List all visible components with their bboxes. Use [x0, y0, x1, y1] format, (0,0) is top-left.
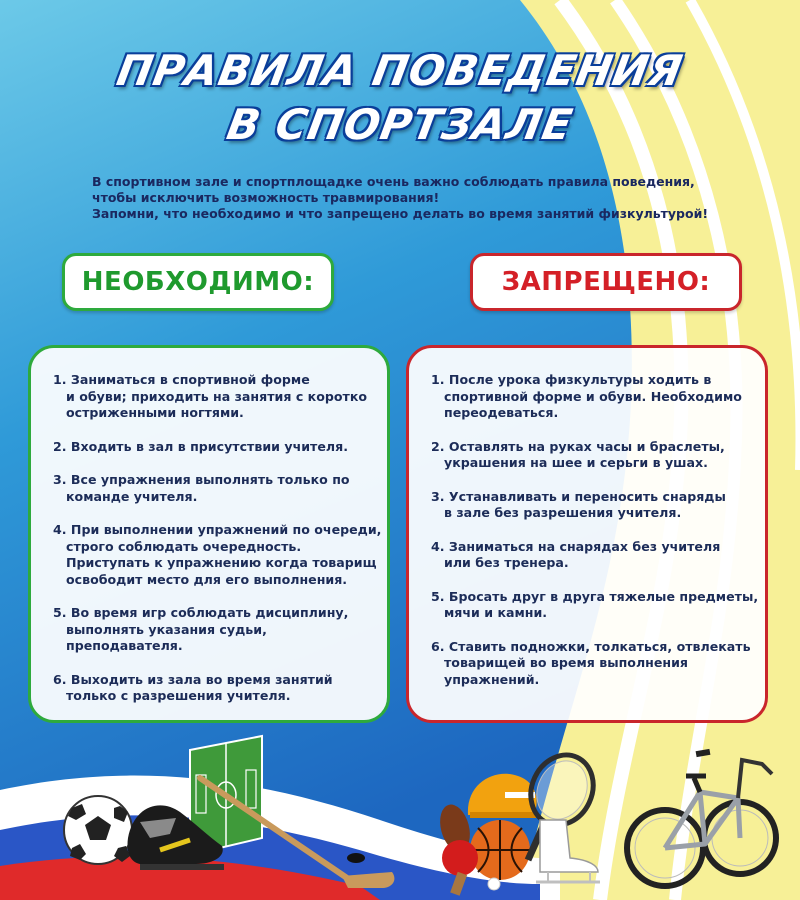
rule-line: 5. Во время игр соблюдать дисциплину,: [53, 605, 349, 620]
rule-line: переодеваться.: [444, 405, 559, 420]
rule-item: [53, 605, 367, 655]
rule-line: 1. Заниматься в спортивной форме: [53, 372, 310, 387]
intro-text: [92, 174, 772, 222]
rule-line: 4. При выполнении упражнений по очереди,: [53, 522, 382, 537]
rule-line: выполнять указания судьи,: [66, 621, 267, 637]
intro-line: чтобы исключить возможность травмирования!: [92, 190, 440, 205]
rule-line: товарищей во время выполнения: [444, 655, 689, 670]
rule-line: остриженными ногтями.: [66, 405, 244, 420]
page-title: ПРАВИЛА ПОВЕДЕНИЯ: [113, 46, 687, 95]
necessary-heading: НЕОБХОДИМО:: [62, 253, 334, 311]
intro-line: Запомни, что необходимо и что запрещено делать во время занятий физкультурой!: [92, 206, 709, 221]
helmet-icon: [468, 774, 537, 818]
sports-equipment-illustration: [0, 720, 800, 900]
necessary-rules-panel: [28, 345, 390, 723]
soccer-ball-icon: [64, 796, 132, 864]
basketball-icon: [470, 820, 530, 880]
rule-line: и обуви; приходить на занятия с коротко: [66, 388, 368, 404]
rule-line: спортивной форме и обуви. Необходимо: [444, 388, 742, 404]
rule-line: 3. Все упражнения выполнять только по: [53, 472, 350, 487]
rule-line: 5. Бросать друг в друга тяжелые предметы,: [431, 588, 759, 604]
rule-item: [53, 522, 382, 588]
rule-line: украшения на шее и серьги в ушах.: [444, 455, 708, 470]
rule-line: в зале без разрешения учителя.: [444, 505, 682, 520]
rule-line: строго соблюдать очередность.: [66, 538, 302, 554]
rule-line: освободит место для его выполнения.: [66, 571, 348, 587]
rule-line: 2. Оставлять на руках часы и браслеты,: [431, 438, 725, 454]
rule-item: [431, 439, 745, 472]
rule-line: 3. Устанавливать и переносить снаряды: [431, 488, 726, 504]
forbidden-heading: ЗАПРЕЩЕНО:: [470, 253, 742, 311]
rule-item: [53, 439, 367, 456]
ice-skate-icon: [536, 820, 600, 882]
rule-line: преподавателя.: [66, 638, 183, 653]
rule-line: 1. После урока физкультуры ходить в: [431, 372, 712, 387]
rule-item: [431, 539, 745, 572]
rule-item: [431, 489, 745, 522]
puck-icon: [347, 853, 365, 863]
rule-item: [53, 672, 367, 705]
rule-line: 6. Ставить подножки, толкаться, отвлекать: [431, 638, 751, 654]
rule-line: 2. Входить в зал в присутствии учителя.: [53, 438, 348, 454]
rule-item: [431, 588, 759, 622]
rule-item: [53, 372, 367, 422]
rule-item: [431, 372, 745, 422]
page-title-line-2: В СПОРТЗАЛЕ: [223, 100, 577, 149]
rule-line: или без тренера.: [444, 555, 569, 570]
rule-line: команде учителя.: [66, 488, 198, 504]
intro-line: В спортивном зале и спортплощадке очень важно соблюдать правила поведения,: [92, 174, 695, 189]
rule-line: 4. Заниматься на снарядах без учителя: [431, 538, 721, 554]
rule-line: Приступать к упражнению когда товарищ: [66, 555, 377, 570]
rule-line: упражнений.: [444, 671, 540, 687]
rule-line: только с разрешения учителя.: [66, 688, 291, 703]
bicycle-icon: [627, 749, 776, 886]
rule-item: [53, 472, 367, 505]
rule-item: [431, 638, 751, 689]
rule-line: 6. Выходить из зала во время занятий: [53, 671, 333, 687]
rule-line: мячи и камни.: [444, 605, 548, 620]
forbidden-rules-panel: [406, 345, 768, 723]
